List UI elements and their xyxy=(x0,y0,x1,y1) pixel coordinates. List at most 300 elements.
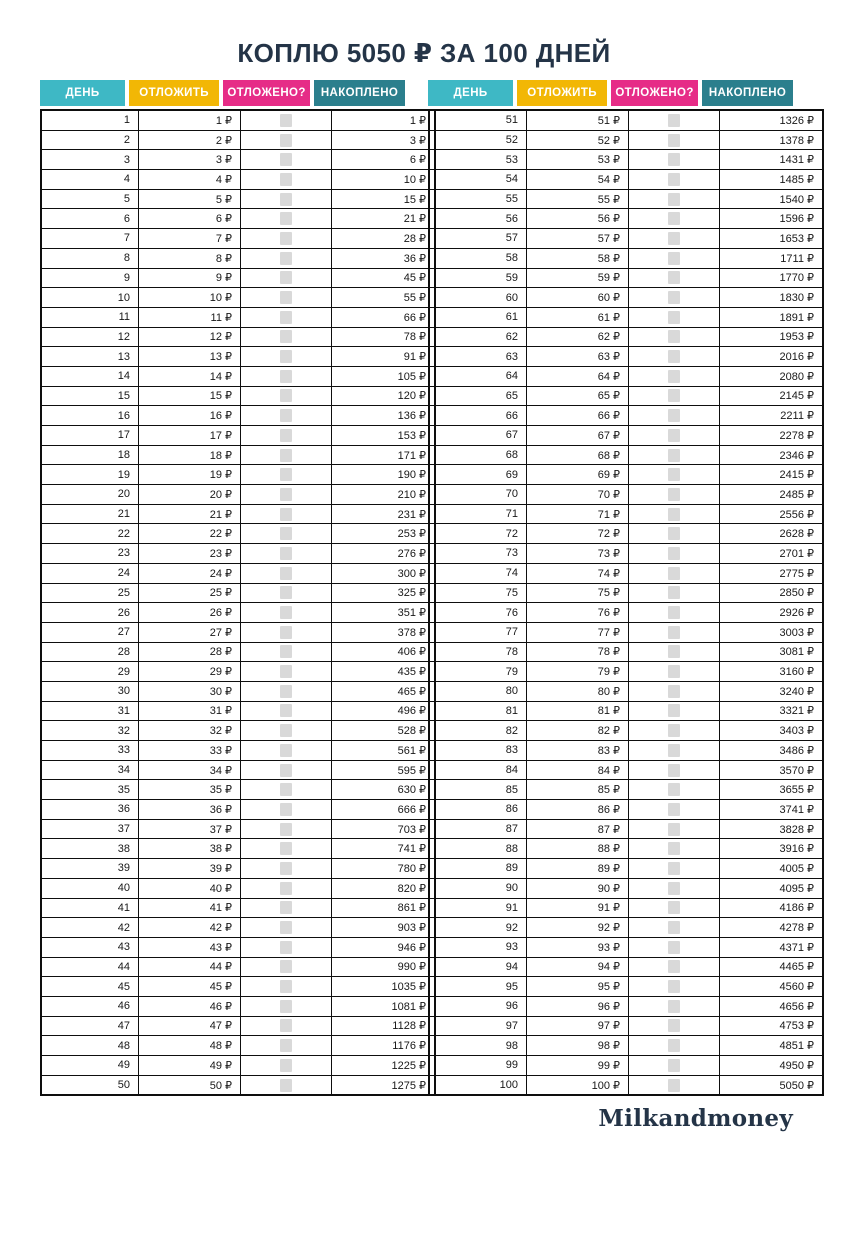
checkbox[interactable] xyxy=(668,901,680,914)
checkbox[interactable] xyxy=(280,1079,292,1092)
deposit-cell: 75 ₽ xyxy=(527,583,629,603)
day-cell: 20 xyxy=(41,485,139,505)
checkbox[interactable] xyxy=(668,508,680,521)
saved-cell: 105 ₽ xyxy=(332,366,436,386)
checkbox[interactable] xyxy=(668,1019,680,1032)
checkbox[interactable] xyxy=(280,527,292,540)
table-row xyxy=(429,1036,823,1056)
deposit-cell: 51 ₽ xyxy=(527,110,629,130)
day-cell: 17 xyxy=(41,426,139,446)
deposit-cell: 53 ₽ xyxy=(527,150,629,170)
table-row xyxy=(41,859,435,879)
table-row xyxy=(429,780,823,800)
savings-table-days-51-100 xyxy=(428,80,814,1096)
checkbox-cell xyxy=(241,426,332,446)
table-row xyxy=(41,189,435,209)
deposit-cell: 83 ₽ xyxy=(527,741,629,761)
table-row xyxy=(41,485,435,505)
checkbox[interactable] xyxy=(280,193,292,206)
deposit-cell: 41 ₽ xyxy=(139,898,241,918)
checkbox[interactable] xyxy=(668,960,680,973)
day-cell: 40 xyxy=(41,878,139,898)
checkbox[interactable] xyxy=(668,370,680,383)
table-row xyxy=(429,1016,823,1036)
checkbox-cell xyxy=(629,957,720,977)
checkbox[interactable] xyxy=(668,212,680,225)
checkbox[interactable] xyxy=(668,862,680,875)
table-row xyxy=(429,977,823,997)
saved-cell: 190 ₽ xyxy=(332,465,436,485)
table-row xyxy=(41,1036,435,1056)
table-row xyxy=(429,996,823,1016)
checkbox[interactable] xyxy=(668,803,680,816)
deposit-cell: 22 ₽ xyxy=(139,524,241,544)
table-row xyxy=(429,878,823,898)
deposit-cell: 57 ₽ xyxy=(527,229,629,249)
table-row xyxy=(429,662,823,682)
day-cell: 41 xyxy=(41,898,139,918)
saved-cell: 2485 ₽ xyxy=(720,485,824,505)
checkbox[interactable] xyxy=(668,567,680,580)
checkbox[interactable] xyxy=(280,862,292,875)
checkbox-cell xyxy=(241,445,332,465)
checkbox[interactable] xyxy=(668,921,680,934)
day-cell: 73 xyxy=(429,544,527,564)
checkbox-cell xyxy=(241,819,332,839)
checkbox-cell xyxy=(241,563,332,583)
checkbox[interactable] xyxy=(280,252,292,265)
saved-cell: 351 ₽ xyxy=(332,603,436,623)
checkbox-cell xyxy=(629,110,720,130)
day-cell: 98 xyxy=(429,1036,527,1056)
checkbox-cell xyxy=(629,1075,720,1095)
checkbox[interactable] xyxy=(668,527,680,540)
table-row xyxy=(429,859,823,879)
saved-cell: 3741 ₽ xyxy=(720,800,824,820)
deposit-cell: 5 ₽ xyxy=(139,189,241,209)
day-cell: 71 xyxy=(429,504,527,524)
column-header-day: ДЕНЬ xyxy=(40,80,125,106)
saved-cell: 3081 ₽ xyxy=(720,642,824,662)
saved-cell: 1485 ₽ xyxy=(720,170,824,190)
checkbox[interactable] xyxy=(280,567,292,580)
checkbox[interactable] xyxy=(280,783,292,796)
checkbox[interactable] xyxy=(668,409,680,422)
deposit-cell: 69 ₽ xyxy=(527,465,629,485)
checkbox[interactable] xyxy=(280,744,292,757)
checkbox-cell xyxy=(241,1056,332,1076)
day-cell: 78 xyxy=(429,642,527,662)
day-cell: 34 xyxy=(41,760,139,780)
day-cell: 32 xyxy=(41,721,139,741)
table-row xyxy=(429,544,823,564)
checkbox-cell xyxy=(629,229,720,249)
checkbox[interactable] xyxy=(668,429,680,442)
page-title: КОПЛЮ 5050 ₽ ЗА 100 ДНЕЙ xyxy=(237,38,611,68)
table-row xyxy=(41,229,435,249)
deposit-cell: 89 ₽ xyxy=(527,859,629,879)
saved-cell: 703 ₽ xyxy=(332,819,436,839)
table-row xyxy=(41,681,435,701)
table-row xyxy=(429,150,823,170)
checkbox-cell xyxy=(629,307,720,327)
deposit-cell: 34 ₽ xyxy=(139,760,241,780)
checkbox[interactable] xyxy=(668,173,680,186)
checkbox[interactable] xyxy=(668,645,680,658)
checkbox[interactable] xyxy=(280,921,292,934)
checkbox-cell xyxy=(241,957,332,977)
day-cell: 54 xyxy=(429,170,527,190)
saved-cell: 378 ₽ xyxy=(332,622,436,642)
table-row xyxy=(429,110,823,130)
deposit-cell: 99 ₽ xyxy=(527,1056,629,1076)
checkbox[interactable] xyxy=(668,724,680,737)
table-row xyxy=(41,662,435,682)
saved-cell: 1953 ₽ xyxy=(720,327,824,347)
checkbox[interactable] xyxy=(280,153,292,166)
checkbox-cell xyxy=(629,189,720,209)
saved-cell: 4186 ₽ xyxy=(720,898,824,918)
checkbox[interactable] xyxy=(280,173,292,186)
saved-cell: 1225 ₽ xyxy=(332,1056,436,1076)
checkbox-cell xyxy=(629,996,720,1016)
day-cell: 47 xyxy=(41,1016,139,1036)
table-row xyxy=(41,465,435,485)
deposit-cell: 40 ₽ xyxy=(139,878,241,898)
checkbox[interactable] xyxy=(280,291,292,304)
day-cell: 96 xyxy=(429,996,527,1016)
checkbox[interactable] xyxy=(280,764,292,777)
table-row xyxy=(41,406,435,426)
day-cell: 43 xyxy=(41,937,139,957)
deposit-cell: 33 ₽ xyxy=(139,741,241,761)
saved-cell: 741 ₽ xyxy=(332,839,436,859)
deposit-cell: 79 ₽ xyxy=(527,662,629,682)
checkbox[interactable] xyxy=(668,764,680,777)
table-row xyxy=(41,898,435,918)
checkbox[interactable] xyxy=(668,193,680,206)
checkbox-cell xyxy=(629,386,720,406)
table-row xyxy=(429,248,823,268)
table-row xyxy=(41,288,435,308)
deposit-cell: 70 ₽ xyxy=(527,485,629,505)
deposit-cell: 74 ₽ xyxy=(527,563,629,583)
checkbox[interactable] xyxy=(280,449,292,462)
checkbox[interactable] xyxy=(280,271,292,284)
saved-cell: 3 ₽ xyxy=(332,130,436,150)
checkbox[interactable] xyxy=(668,842,680,855)
checkbox[interactable] xyxy=(280,134,292,147)
day-cell: 52 xyxy=(429,130,527,150)
checkbox[interactable] xyxy=(668,626,680,639)
checkbox[interactable] xyxy=(280,508,292,521)
checkbox-cell xyxy=(241,485,332,505)
day-cell: 51 xyxy=(429,110,527,130)
checkbox-cell xyxy=(629,485,720,505)
checkbox-cell xyxy=(629,1016,720,1036)
table-header-row xyxy=(428,80,793,106)
day-cell: 79 xyxy=(429,662,527,682)
checkbox[interactable] xyxy=(668,882,680,895)
checkbox[interactable] xyxy=(668,271,680,284)
checkbox[interactable] xyxy=(668,291,680,304)
deposit-cell: 14 ₽ xyxy=(139,366,241,386)
checkbox[interactable] xyxy=(668,468,680,481)
table-row xyxy=(429,327,823,347)
saved-cell: 2926 ₽ xyxy=(720,603,824,623)
saved-cell: 3916 ₽ xyxy=(720,839,824,859)
checkbox[interactable] xyxy=(280,1019,292,1032)
deposit-cell: 18 ₽ xyxy=(139,445,241,465)
table-row xyxy=(41,347,435,367)
deposit-cell: 85 ₽ xyxy=(527,780,629,800)
checkbox[interactable] xyxy=(280,488,292,501)
table-row xyxy=(41,426,435,446)
checkbox[interactable] xyxy=(668,134,680,147)
saved-cell: 3403 ₽ xyxy=(720,721,824,741)
deposit-cell: 55 ₽ xyxy=(527,189,629,209)
checkbox[interactable] xyxy=(280,1059,292,1072)
table-row xyxy=(41,583,435,603)
checkbox-cell xyxy=(241,110,332,130)
saved-cell: 4851 ₽ xyxy=(720,1036,824,1056)
checkbox-cell xyxy=(629,839,720,859)
checkbox[interactable] xyxy=(668,704,680,717)
checkbox[interactable] xyxy=(668,449,680,462)
deposit-cell: 100 ₽ xyxy=(527,1075,629,1095)
day-cell: 13 xyxy=(41,347,139,367)
saved-cell: 4560 ₽ xyxy=(720,977,824,997)
column-header-day: ДЕНЬ xyxy=(428,80,513,106)
checkbox-cell xyxy=(241,701,332,721)
checkbox[interactable] xyxy=(668,665,680,678)
checkbox[interactable] xyxy=(668,1039,680,1052)
savings-table xyxy=(40,109,436,1096)
saved-cell: 136 ₽ xyxy=(332,406,436,426)
checkbox[interactable] xyxy=(668,350,680,363)
checkbox[interactable] xyxy=(280,330,292,343)
checkbox[interactable] xyxy=(668,311,680,324)
checkbox-cell xyxy=(629,898,720,918)
checkbox-cell xyxy=(241,681,332,701)
day-cell: 19 xyxy=(41,465,139,485)
checkbox[interactable] xyxy=(280,606,292,619)
day-cell: 22 xyxy=(41,524,139,544)
checkbox[interactable] xyxy=(280,960,292,973)
day-cell: 16 xyxy=(41,406,139,426)
checkbox[interactable] xyxy=(668,783,680,796)
table-row xyxy=(41,110,435,130)
checkbox[interactable] xyxy=(280,468,292,481)
checkbox[interactable] xyxy=(668,823,680,836)
checkbox-cell xyxy=(629,878,720,898)
checkbox[interactable] xyxy=(668,606,680,619)
checkbox[interactable] xyxy=(668,1059,680,1072)
checkbox[interactable] xyxy=(280,724,292,737)
saved-cell: 21 ₽ xyxy=(332,209,436,229)
checkbox-cell xyxy=(629,130,720,150)
checkbox[interactable] xyxy=(668,252,680,265)
saved-cell: 2145 ₽ xyxy=(720,386,824,406)
table-row xyxy=(429,819,823,839)
checkbox[interactable] xyxy=(280,1000,292,1013)
checkbox[interactable] xyxy=(280,389,292,402)
checkbox[interactable] xyxy=(280,212,292,225)
saved-cell: 28 ₽ xyxy=(332,229,436,249)
deposit-cell: 10 ₽ xyxy=(139,288,241,308)
checkbox[interactable] xyxy=(280,685,292,698)
checkbox[interactable] xyxy=(280,1039,292,1052)
saved-cell: 1596 ₽ xyxy=(720,209,824,229)
deposit-cell: 60 ₽ xyxy=(527,288,629,308)
day-cell: 58 xyxy=(429,248,527,268)
checkbox[interactable] xyxy=(280,704,292,717)
checkbox[interactable] xyxy=(668,1000,680,1013)
saved-cell: 120 ₽ xyxy=(332,386,436,406)
checkbox[interactable] xyxy=(668,389,680,402)
deposit-cell: 95 ₽ xyxy=(527,977,629,997)
checkbox[interactable] xyxy=(668,330,680,343)
column-header-deposit: ОТЛОЖИТЬ xyxy=(129,80,219,106)
deposit-cell: 49 ₽ xyxy=(139,1056,241,1076)
deposit-cell: 30 ₽ xyxy=(139,681,241,701)
checkbox[interactable] xyxy=(280,941,292,954)
saved-cell: 300 ₽ xyxy=(332,563,436,583)
table-row xyxy=(41,150,435,170)
day-cell: 3 xyxy=(41,150,139,170)
checkbox[interactable] xyxy=(668,941,680,954)
day-cell: 21 xyxy=(41,504,139,524)
checkbox-cell xyxy=(629,721,720,741)
day-cell: 27 xyxy=(41,622,139,642)
checkbox[interactable] xyxy=(280,645,292,658)
table-row xyxy=(429,307,823,327)
day-cell: 42 xyxy=(41,918,139,938)
table-row xyxy=(429,839,823,859)
checkbox[interactable] xyxy=(668,586,680,599)
day-cell: 60 xyxy=(429,288,527,308)
day-cell: 36 xyxy=(41,800,139,820)
table-row xyxy=(41,504,435,524)
deposit-cell: 38 ₽ xyxy=(139,839,241,859)
checkbox-cell xyxy=(241,898,332,918)
day-cell: 83 xyxy=(429,741,527,761)
deposit-cell: 43 ₽ xyxy=(139,937,241,957)
checkbox-cell xyxy=(241,288,332,308)
table-row xyxy=(41,800,435,820)
checkbox[interactable] xyxy=(280,311,292,324)
checkbox-cell xyxy=(241,150,332,170)
checkbox[interactable] xyxy=(280,803,292,816)
checkbox[interactable] xyxy=(280,980,292,993)
checkbox[interactable] xyxy=(280,232,292,245)
checkbox-cell xyxy=(629,1036,720,1056)
day-cell: 44 xyxy=(41,957,139,977)
deposit-cell: 44 ₽ xyxy=(139,957,241,977)
saved-cell: 4371 ₽ xyxy=(720,937,824,957)
day-cell: 86 xyxy=(429,800,527,820)
checkbox[interactable] xyxy=(280,882,292,895)
checkbox[interactable] xyxy=(280,370,292,383)
checkbox[interactable] xyxy=(280,901,292,914)
checkbox[interactable] xyxy=(280,409,292,422)
checkbox[interactable] xyxy=(668,114,680,127)
day-cell: 76 xyxy=(429,603,527,623)
checkbox-cell xyxy=(241,170,332,190)
checkbox[interactable] xyxy=(668,685,680,698)
table-row xyxy=(41,170,435,190)
saved-cell: 496 ₽ xyxy=(332,701,436,721)
deposit-cell: 23 ₽ xyxy=(139,544,241,564)
checkbox[interactable] xyxy=(668,980,680,993)
day-cell: 68 xyxy=(429,445,527,465)
checkbox[interactable] xyxy=(668,744,680,757)
checkbox[interactable] xyxy=(280,665,292,678)
day-cell: 72 xyxy=(429,524,527,544)
saved-cell: 2701 ₽ xyxy=(720,544,824,564)
checkbox[interactable] xyxy=(668,547,680,560)
checkbox[interactable] xyxy=(280,842,292,855)
table-row xyxy=(41,544,435,564)
checkbox-cell xyxy=(629,819,720,839)
deposit-cell: 1 ₽ xyxy=(139,110,241,130)
column-header-deposit: ОТЛОЖИТЬ xyxy=(517,80,607,106)
tables-container xyxy=(40,80,814,1096)
saved-cell: 4465 ₽ xyxy=(720,957,824,977)
day-cell: 87 xyxy=(429,819,527,839)
day-cell: 46 xyxy=(41,996,139,1016)
checkbox[interactable] xyxy=(668,1079,680,1092)
checkbox-cell xyxy=(241,347,332,367)
checkbox[interactable] xyxy=(668,153,680,166)
checkbox[interactable] xyxy=(280,586,292,599)
checkbox[interactable] xyxy=(280,626,292,639)
day-cell: 33 xyxy=(41,741,139,761)
saved-cell: 903 ₽ xyxy=(332,918,436,938)
checkbox[interactable] xyxy=(280,547,292,560)
checkbox[interactable] xyxy=(280,429,292,442)
checkbox[interactable] xyxy=(280,823,292,836)
deposit-cell: 84 ₽ xyxy=(527,760,629,780)
table-row xyxy=(429,465,823,485)
table-row xyxy=(41,1056,435,1076)
checkbox[interactable] xyxy=(668,488,680,501)
table-row xyxy=(41,642,435,662)
table-row xyxy=(41,819,435,839)
checkbox[interactable] xyxy=(668,232,680,245)
saved-cell: 91 ₽ xyxy=(332,347,436,367)
deposit-cell: 11 ₽ xyxy=(139,307,241,327)
day-cell: 5 xyxy=(41,189,139,209)
saved-cell: 1770 ₽ xyxy=(720,268,824,288)
deposit-cell: 50 ₽ xyxy=(139,1075,241,1095)
day-cell: 57 xyxy=(429,229,527,249)
day-cell: 48 xyxy=(41,1036,139,1056)
table-row xyxy=(429,563,823,583)
checkbox-cell xyxy=(241,800,332,820)
checkbox-cell xyxy=(629,504,720,524)
deposit-cell: 98 ₽ xyxy=(527,1036,629,1056)
day-cell: 35 xyxy=(41,780,139,800)
day-cell: 90 xyxy=(429,878,527,898)
table-row xyxy=(429,701,823,721)
deposit-cell: 24 ₽ xyxy=(139,563,241,583)
day-cell: 8 xyxy=(41,248,139,268)
checkbox[interactable] xyxy=(280,350,292,363)
day-cell: 50 xyxy=(41,1075,139,1095)
checkbox[interactable] xyxy=(280,114,292,127)
saved-cell: 5050 ₽ xyxy=(720,1075,824,1095)
